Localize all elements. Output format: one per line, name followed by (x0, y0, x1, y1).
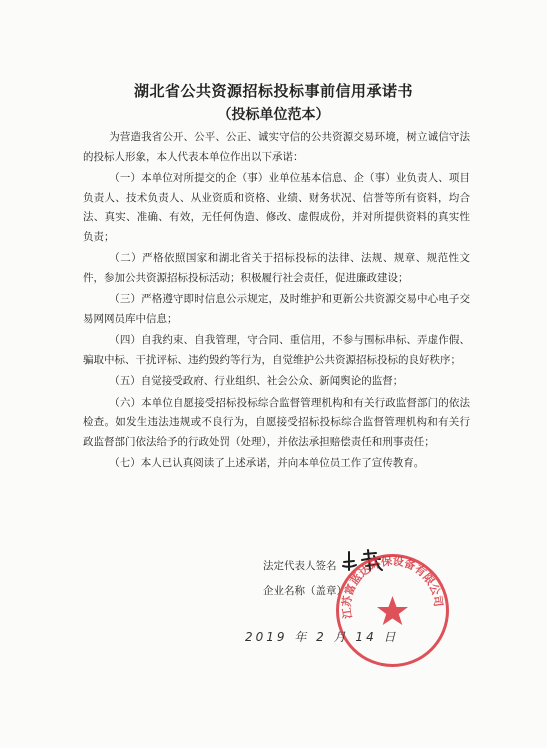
clause-3: （三）严格遵守即时信息公示规定，及时维护和更新公共资源交易中心电子交易网网员库中信息； (83, 293, 470, 325)
signing-date: 2019 年 2 月 14 日 (245, 630, 399, 644)
legal-rep-label: 法定代表人签名 (263, 560, 337, 572)
document-body (83, 128, 470, 474)
clause-7: （七）本人已认真阅读了上述承诺，并向本单位员工作了宣传教育。 (109, 457, 425, 469)
clause-4: （四）自我约束、自我管理，守合同、重信用，不参与围标串标、弄虚作假、骗取中标、干扰评标、违约毁约等行为，自觉维护公共资源招标投标的良好秩序； (83, 334, 470, 366)
company-name-label: 企业名称（盖章） (263, 585, 347, 597)
clause-2: （二）严格依照国家和湖北省关于招标投标的法律、法规、规章、规范性文件，参加公共资源招标投标活动；积极履行社会责任，促进廉政建设； (83, 252, 470, 284)
clause-6: （六）本单位自愿接受招标投标综合监督管理机构和有关行政监督部门的依法检查。如发生违法违规或不良行为，自愿接受招标投标综合监督管理机构和有关行政监督部门依法给予的行政处罚（处理），并依法承担赔偿责任和刑事责任； (83, 396, 470, 448)
document-subtitle: （投标单位范本） (217, 107, 330, 123)
seal-text: 江苏富蓝达环保设备有限公司 (340, 554, 445, 620)
seal-star-icon (377, 596, 408, 625)
company-seal (330, 548, 455, 673)
intro-paragraph: 为营造我省公开、公平、公正、诚实守信的公共资源交易环境，树立诚信守法的投标人形象，本人代表本单位作出以下承诺： (83, 131, 470, 163)
clause-1: （一）本单位对所提交的企（事）业单位基本信息、企（事）业负责人、项目负责人、技术负责人、从业资质和资格、业绩、财务状况、信誉等所有资料，均合法、真实、准确、有效，无任何伪造、修改、虚假成份，并对所提供资料的真实性负责； (83, 172, 470, 243)
document-title: 湖北省公共资源招标投标事前信用承诺书 (133, 82, 413, 100)
clause-5: （五）自觉接受政府、行业组织、社会公众、新闻舆论的监督； (109, 375, 404, 387)
